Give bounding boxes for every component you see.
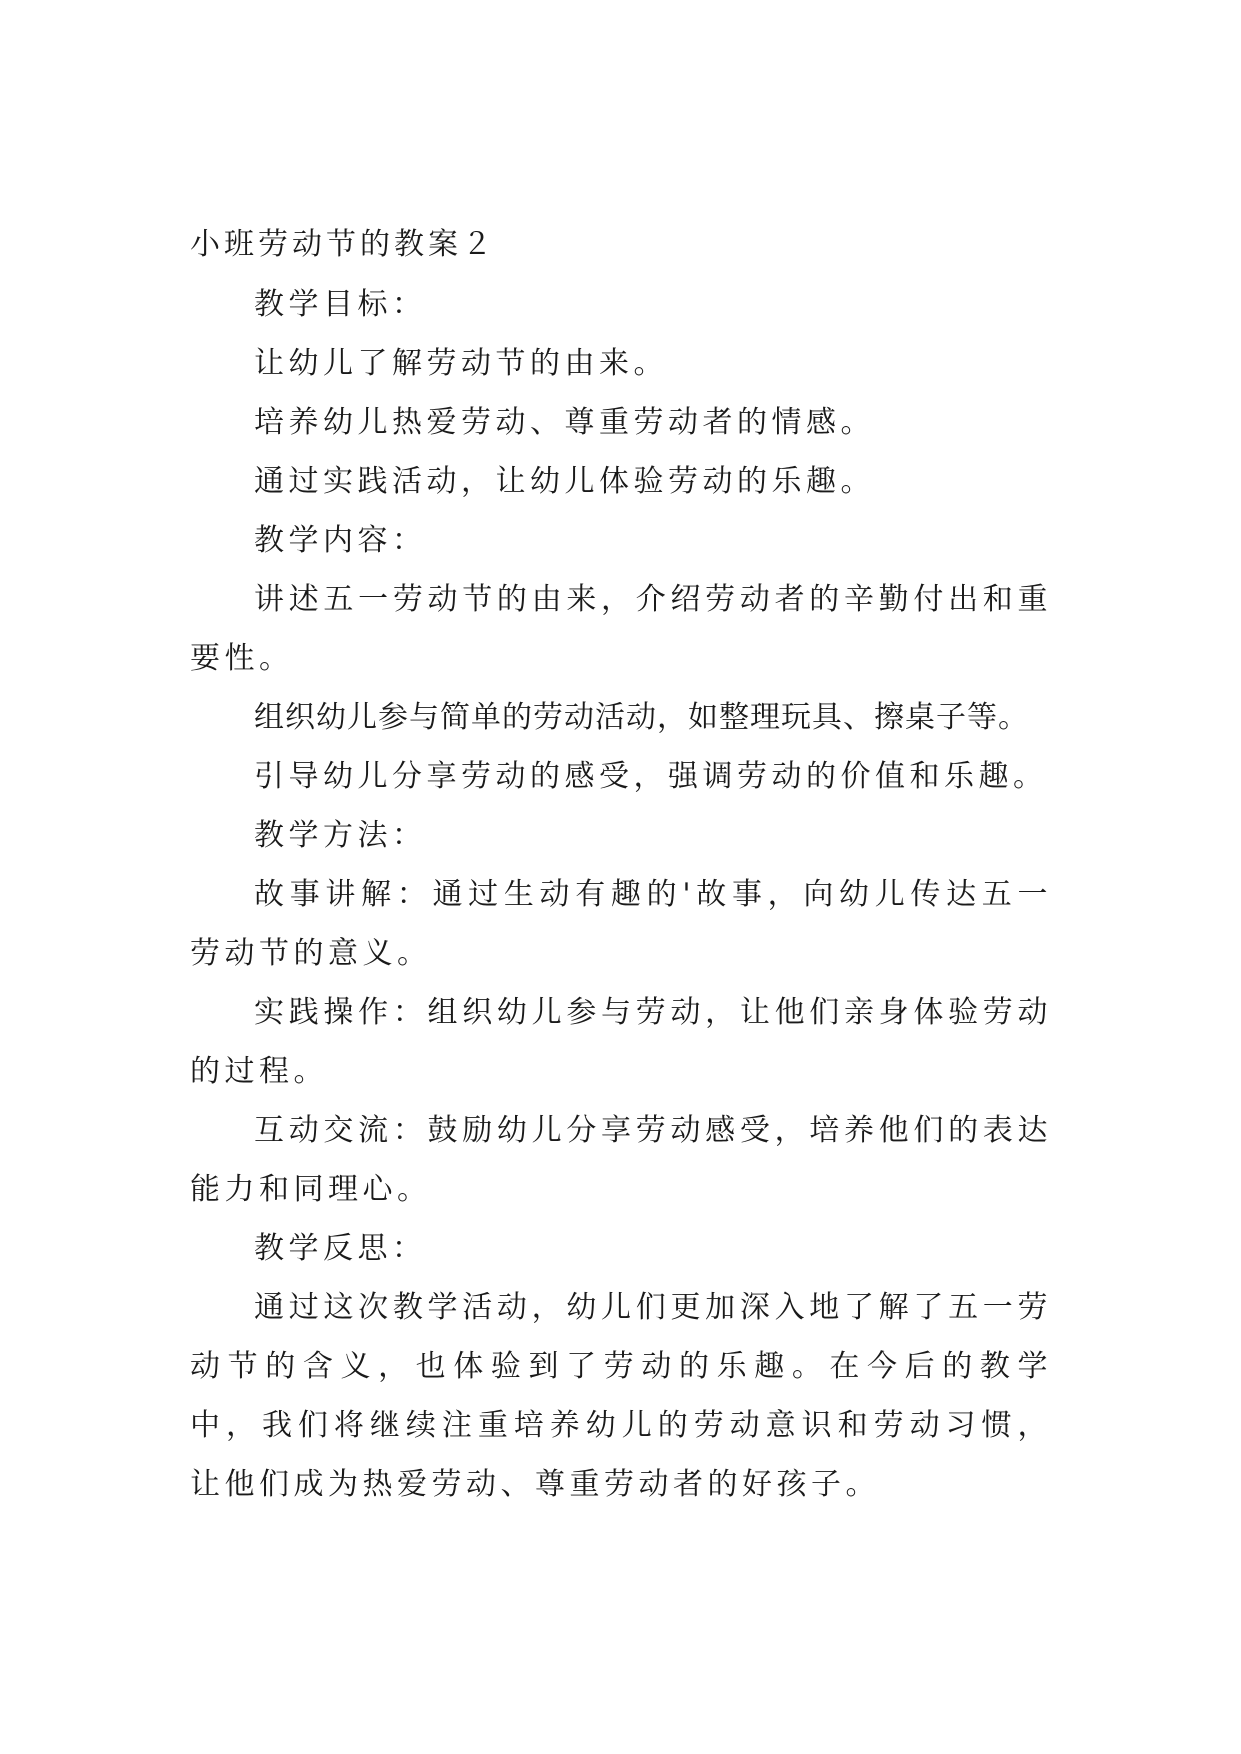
heading-teaching-reflection: 教学反思： (254, 1231, 427, 1266)
content-item-3: 引导幼儿分享劳动的感受，强调劳动的价值和乐趣。 (254, 759, 1048, 794)
heading-teaching-goals: 教学目标： (254, 287, 427, 322)
document-title: 小班劳动节的教案２ (190, 227, 496, 262)
document-page (190, 215, 1052, 1514)
content-item-1: 讲述五一劳动节的由来，介绍劳动者的辛勤付出和重要性。 (190, 582, 1052, 676)
content-item-2: 组织幼儿参与简单的劳动活动，如整理玩具、擦桌子等。 (254, 700, 1029, 735)
method-item-1: 故事讲解：通过生动有趣的'故事，向幼儿传达五一劳动节的意义。 (190, 877, 1052, 971)
goal-item-3: 通过实践活动，让幼儿体验劳动的乐趣。 (254, 464, 875, 499)
heading-teaching-methods: 教学方法： (254, 818, 427, 853)
goal-item-2: 培养幼儿热爱劳动、尊重劳动者的情感。 (254, 405, 875, 440)
heading-teaching-content: 教学内容： (254, 523, 427, 558)
method-item-2: 实践操作：组织幼儿参与劳动，让他们亲身体验劳动的过程。 (190, 995, 1052, 1089)
goal-item-1: 让幼儿了解劳动节的由来。 (254, 346, 668, 381)
reflection-text: 通过这次教学活动，幼儿们更加深入地了解了五一劳动节的含义，也体验到了劳动的乐趣。在今后的教学中，我们将继续注重培养幼儿的劳动意识和劳动习惯，让他们成为热爱劳动、尊重劳动者的好孩子。 (190, 1290, 1052, 1502)
method-item-3: 互动交流：鼓励幼儿分享劳动感受，培养他们的表达能力和同理心。 (190, 1113, 1052, 1207)
